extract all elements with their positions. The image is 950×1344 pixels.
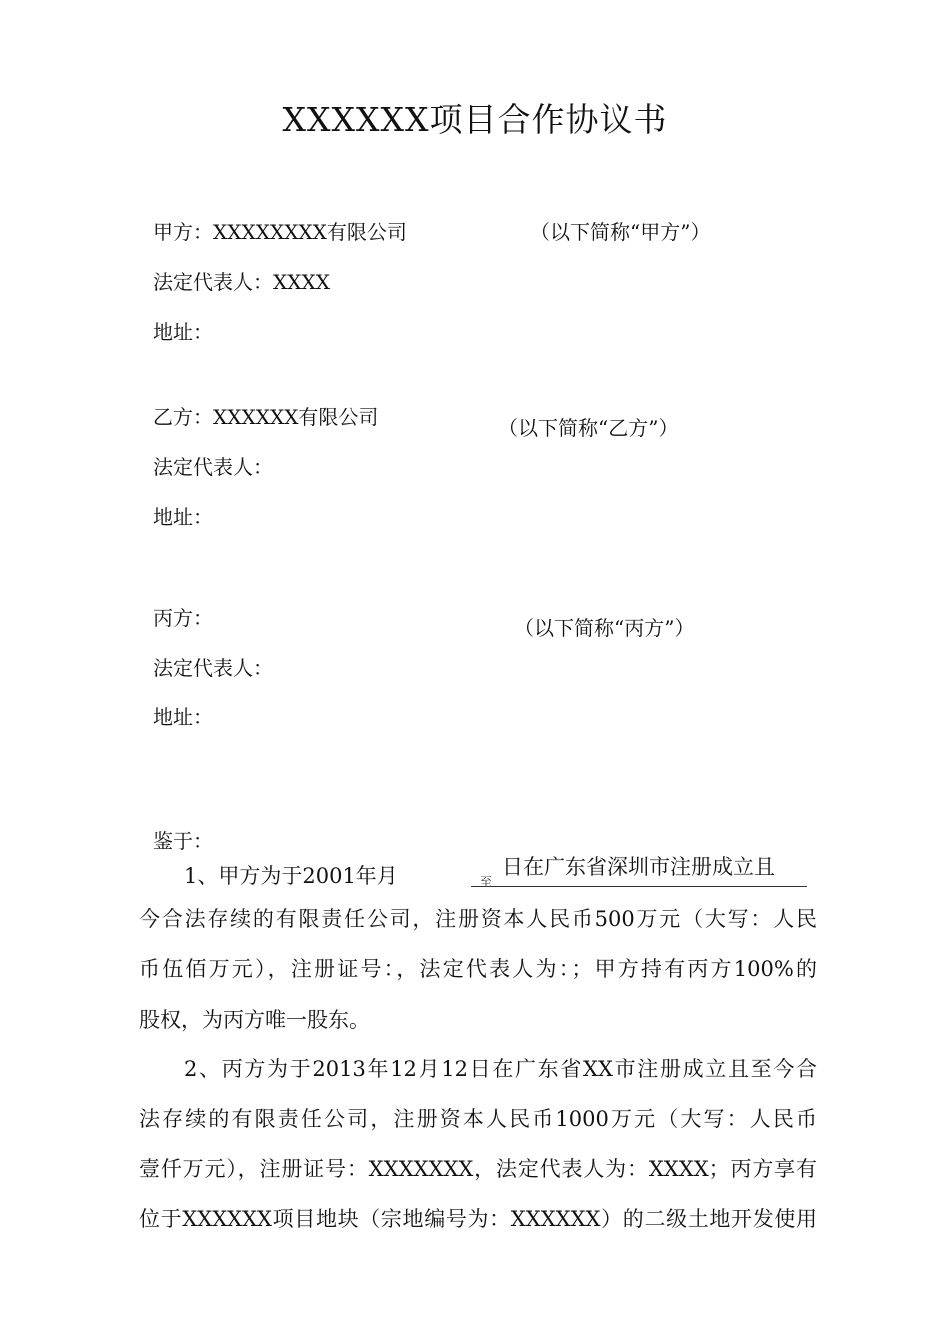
party-c-alias: （以下简称“丙方”） (514, 616, 695, 640)
recital-2-line-1: 2、丙方为于2013年12月12日在广东省XX市注册成立且至今合 (184, 1057, 817, 1081)
recital-1-field-text: 日在广东省深圳市注册成立且 (502, 855, 775, 879)
party-c-address: 地址： (153, 705, 213, 729)
recital-2-line-3: 壹仟万元），注册证号：XXXXXXX，法定代表人为：XXXX；丙方享有 (139, 1157, 817, 1181)
party-b-name: 乙方：XXXXXX有限公司 (153, 405, 379, 429)
party-b-representative: 法定代表人： (153, 455, 273, 479)
party-a-representative: 法定代表人：XXXX (153, 270, 330, 294)
party-c-representative: 法定代表人： (153, 656, 273, 680)
recital-2-line-2: 法存续的有限责任公司，注册资本人民币1000万元（大写：人民币 (139, 1107, 817, 1131)
recital-1-start: 1、甲方为于2001年月 (184, 864, 398, 888)
recital-2-line-4: 位于XXXXXX项目地块（宗地编号为：XXXXXX）的二级土地开发使用 (139, 1207, 817, 1231)
recital-1-line-3: 币伍佰万元），注册证号：，法定代表人为：；甲方持有丙方100%的 (139, 957, 817, 981)
party-c-name: 丙方： (153, 606, 213, 630)
recitals-heading: 鉴于： (153, 829, 213, 853)
party-b-address: 地址： (153, 505, 213, 529)
party-a-address: 地址： (153, 320, 213, 344)
document-title: XXXXXX项目合作协议书 (282, 100, 668, 139)
recital-1-clipped-char: 至 (480, 875, 493, 889)
party-a-name: 甲方：XXXXXXXX有限公司 (153, 220, 407, 244)
party-a-alias: （以下简称“甲方”） (530, 220, 711, 244)
party-b-alias: （以下简称“乙方”） (498, 416, 679, 440)
recital-1-line-4: 股权，为丙方唯一股东。 (139, 1008, 370, 1032)
recital-1-line-2: 今合法存续的有限责任公司，注册资本人民币500万元（大写：人民 (139, 907, 817, 931)
